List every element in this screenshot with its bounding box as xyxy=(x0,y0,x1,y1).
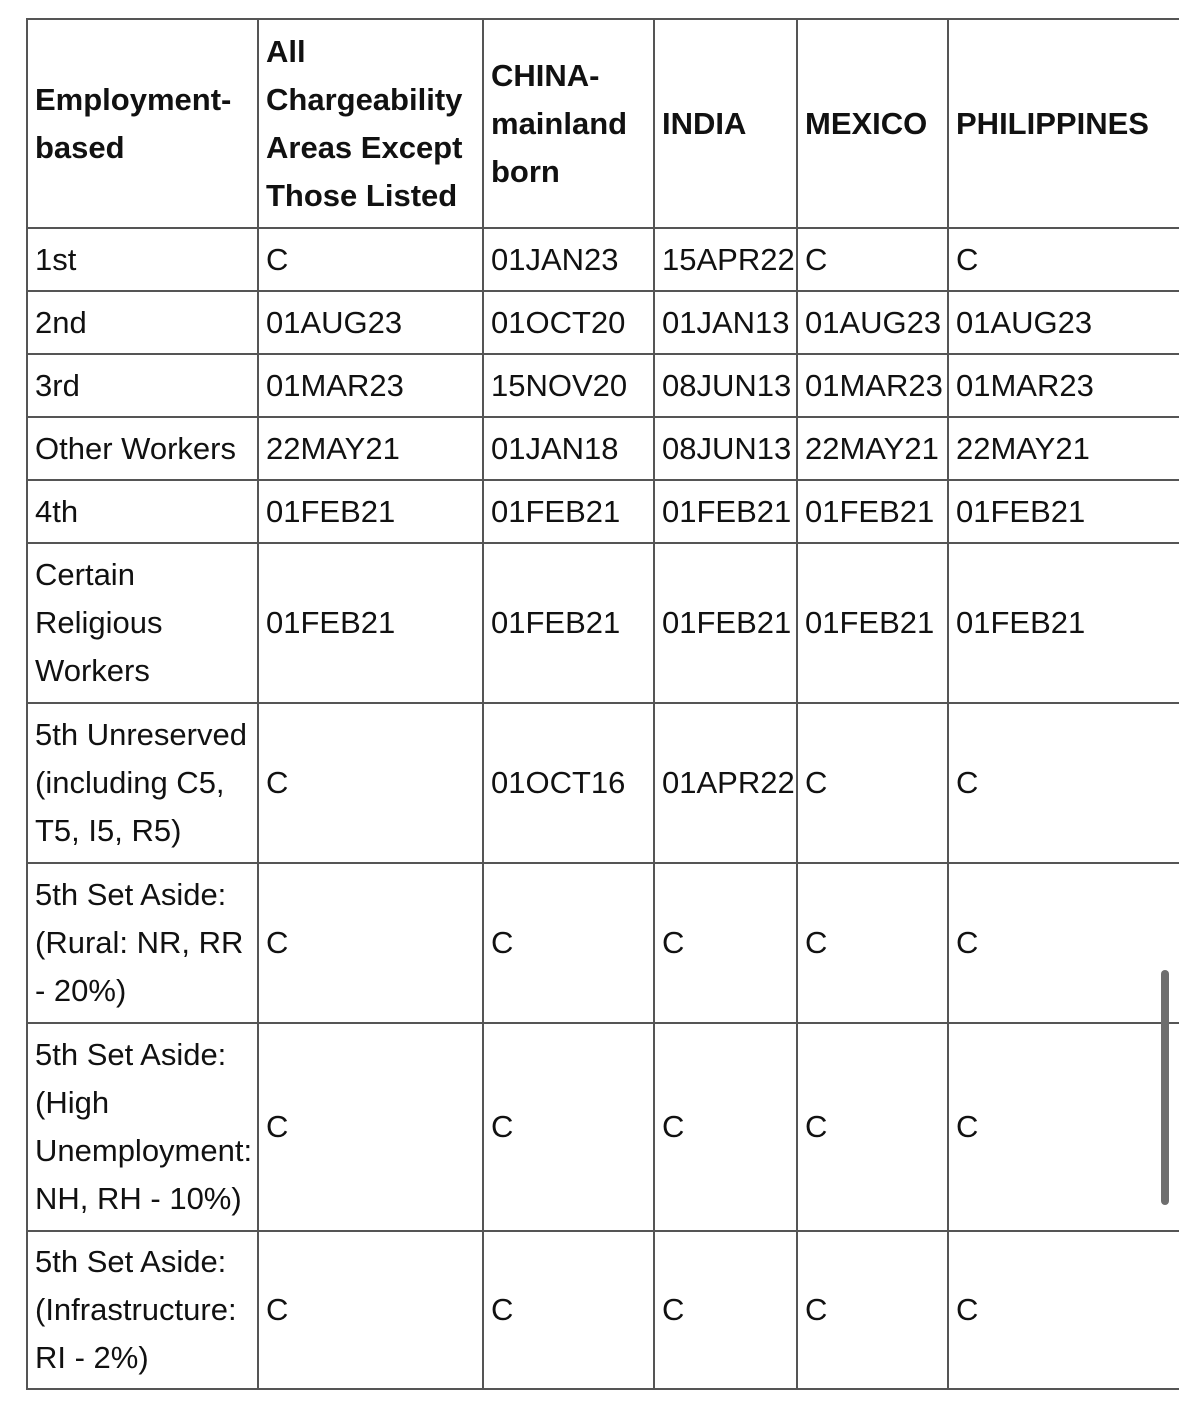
table-cell: C xyxy=(797,863,948,1023)
table-cell: 01APR22 xyxy=(654,703,797,863)
table-cell: 01FEB21 xyxy=(483,543,654,703)
table-cell: C xyxy=(258,863,483,1023)
table-cell: 08JUN13 xyxy=(654,417,797,480)
table-cell: 15NOV20 xyxy=(483,354,654,417)
table-cell: 01OCT16 xyxy=(483,703,654,863)
table-cell: 01MAR23 xyxy=(797,354,948,417)
row-label: 5th Set Aside: (Infrastructure: RI - 2%) xyxy=(27,1231,258,1389)
row-label: 5th Set Aside: (High Unemployment: NH, RH - 10%) xyxy=(27,1023,258,1231)
table-cell: C xyxy=(948,703,1179,863)
table-row xyxy=(27,228,1179,291)
header-philippines: PHILIPPINES xyxy=(948,19,1179,228)
table-cell: C xyxy=(948,863,1179,1023)
row-label: Certain Religious Workers xyxy=(27,543,258,703)
table-row xyxy=(27,1231,1179,1389)
row-label: Other Workers xyxy=(27,417,258,480)
table-cell: C xyxy=(258,703,483,863)
row-label: 3rd xyxy=(27,354,258,417)
row-label: 5th Unreserved (including C5, T5, I5, R5) xyxy=(27,703,258,863)
table-cell: 01FEB21 xyxy=(654,543,797,703)
table-cell: C xyxy=(797,1231,948,1389)
header-mexico: MEXICO xyxy=(797,19,948,228)
row-label: 1st xyxy=(27,228,258,291)
header-all-chargeability: All Chargeability Areas Except Those Listed xyxy=(258,19,483,228)
table-cell: 01FEB21 xyxy=(948,543,1179,703)
table-cell: C xyxy=(258,1231,483,1389)
table-row xyxy=(27,291,1179,354)
table-cell: 01FEB21 xyxy=(797,480,948,543)
header-china: CHINA-mainland born xyxy=(483,19,654,228)
table-row xyxy=(27,480,1179,543)
table-cell: 01OCT20 xyxy=(483,291,654,354)
table-header-row xyxy=(27,19,1179,228)
table-cell: 01FEB21 xyxy=(797,543,948,703)
table-cell: C xyxy=(483,1023,654,1231)
row-label: 2nd xyxy=(27,291,258,354)
table-cell: C xyxy=(654,863,797,1023)
table-cell: 01JAN18 xyxy=(483,417,654,480)
row-label: 4th xyxy=(27,480,258,543)
table-cell: 01FEB21 xyxy=(654,480,797,543)
header-india: INDIA xyxy=(654,19,797,228)
table-cell: 22MAY21 xyxy=(797,417,948,480)
employment-based-dates-table xyxy=(26,18,1179,1390)
table-cell: C xyxy=(483,1231,654,1389)
table-cell: C xyxy=(948,1231,1179,1389)
table-cell: 01JAN23 xyxy=(483,228,654,291)
table-cell: C xyxy=(654,1023,797,1231)
table-cell: 01JAN13 xyxy=(654,291,797,354)
table-cell: C xyxy=(654,1231,797,1389)
table-cell: 22MAY21 xyxy=(948,417,1179,480)
row-label: 5th Set Aside: (Rural: NR, RR - 20%) xyxy=(27,863,258,1023)
table-cell: C xyxy=(948,228,1179,291)
table-row xyxy=(27,543,1179,703)
table-row xyxy=(27,354,1179,417)
table-cell: 01MAR23 xyxy=(258,354,483,417)
table-row xyxy=(27,703,1179,863)
table-cell: C xyxy=(797,1023,948,1231)
table-cell: C xyxy=(483,863,654,1023)
table-cell: 01FEB21 xyxy=(948,480,1179,543)
table-cell: 01FEB21 xyxy=(258,543,483,703)
table-cell: C xyxy=(948,1023,1179,1231)
table-cell: 01AUG23 xyxy=(948,291,1179,354)
table-cell: C xyxy=(258,228,483,291)
table-row xyxy=(27,1023,1179,1231)
table-row xyxy=(27,863,1179,1023)
table-cell: 01AUG23 xyxy=(797,291,948,354)
table-cell: 01AUG23 xyxy=(258,291,483,354)
visa-bulletin-table-container xyxy=(26,18,1179,1390)
table-cell: C xyxy=(258,1023,483,1231)
table-cell: 01MAR23 xyxy=(948,354,1179,417)
table-cell: 01FEB21 xyxy=(258,480,483,543)
table-cell: 01FEB21 xyxy=(483,480,654,543)
header-employment-based: Employment-based xyxy=(27,19,258,228)
table-cell: 08JUN13 xyxy=(654,354,797,417)
table-cell: 15APR22 xyxy=(654,228,797,291)
table-cell: C xyxy=(797,703,948,863)
table-row xyxy=(27,417,1179,480)
vertical-scrollbar-thumb[interactable] xyxy=(1161,970,1169,1205)
table-cell: 22MAY21 xyxy=(258,417,483,480)
table-cell: C xyxy=(797,228,948,291)
